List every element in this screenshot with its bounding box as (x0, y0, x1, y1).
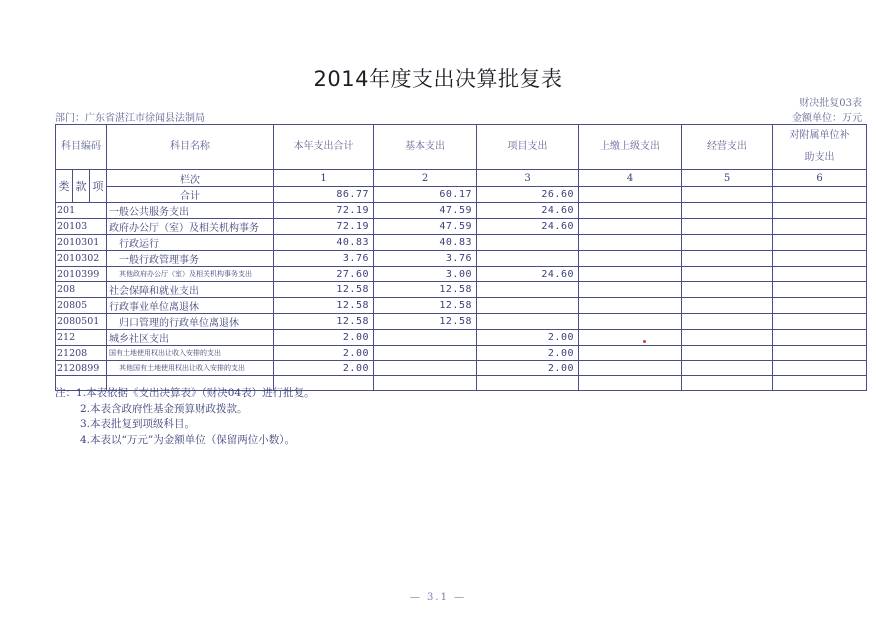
row-name: 政府办公厅（室）及相关机构事务 (107, 219, 274, 235)
row-value (682, 235, 773, 251)
row-value (374, 376, 477, 391)
row-value: 72.19 (274, 219, 374, 235)
note-2: 2.本表含政府性基金预算财政拨款。 (80, 402, 248, 415)
row-value (579, 346, 682, 361)
row-value (579, 267, 682, 282)
header-subsidy: 对附属单位补助支出 (773, 125, 867, 170)
row-code: 2010399 (56, 267, 107, 282)
total-cell: 60.17 (374, 187, 477, 203)
header-name: 科目名称 (107, 125, 274, 170)
row-value: 72.19 (274, 203, 374, 219)
header-total: 本年支出合计 (274, 125, 374, 170)
row-value (682, 298, 773, 314)
table-row (56, 330, 867, 346)
seq-5: 5 (682, 170, 773, 187)
row-value (682, 314, 773, 330)
row-value: 47.59 (374, 219, 477, 235)
row-code: 208 (56, 282, 107, 298)
row-value: 3.76 (374, 251, 477, 267)
row-value: 40.83 (374, 235, 477, 251)
row-code: 2010301 (56, 235, 107, 251)
table-row (56, 282, 867, 298)
row-value: 2.00 (477, 361, 579, 376)
header-project: 项目支出 (477, 125, 579, 170)
header-code: 科目编码 (56, 125, 107, 170)
row-value (773, 361, 867, 376)
row-value: 12.58 (274, 282, 374, 298)
table-row (56, 235, 867, 251)
row-value: 2.00 (274, 361, 374, 376)
header-xiang: 项 (90, 170, 107, 203)
row-value: 24.60 (477, 267, 579, 282)
row-name: 国有土地使用权出让收入安排的支出 (107, 346, 274, 361)
row-value (682, 361, 773, 376)
row-code: 212 (56, 330, 107, 346)
seq-4: 4 (579, 170, 682, 187)
row-value (682, 346, 773, 361)
row-value (579, 330, 682, 346)
row-value (682, 203, 773, 219)
row-name: 行政运行 (107, 235, 274, 251)
header-remit-upper: 上缴上级支出 (579, 125, 682, 170)
row-value (477, 298, 579, 314)
total-cell: 26.60 (477, 187, 579, 203)
seq-2: 2 (374, 170, 477, 187)
table-row (56, 346, 867, 361)
row-value: 3.00 (374, 267, 477, 282)
row-code: 20103 (56, 219, 107, 235)
row-value (773, 203, 867, 219)
total-label: 合计 (107, 187, 274, 203)
row-name: 一般公共服务支出 (107, 203, 274, 219)
note-4: 4.本表以“万元”为金额单位（保留两位小数）。 (80, 433, 296, 446)
row-value: 12.58 (374, 298, 477, 314)
row-value (682, 267, 773, 282)
row-value: 12.58 (274, 314, 374, 330)
row-name: 社会保障和就业支出 (107, 282, 274, 298)
total-cell (682, 187, 773, 203)
note-1: 注：1.本表依据《支出决算表》（财决04表）进行批复。 (55, 387, 315, 399)
row-name: 行政事业单位离退休 (107, 298, 274, 314)
row-value (773, 267, 867, 282)
row-name: 其他国有土地使用权出让收入安排的支出 (107, 361, 274, 376)
row-value: 27.60 (274, 267, 374, 282)
table-row (56, 219, 867, 235)
row-value (579, 376, 682, 391)
row-code: 20805 (56, 298, 107, 314)
row-value (773, 298, 867, 314)
row-value (773, 251, 867, 267)
row-value: 2.00 (477, 330, 579, 346)
row-value (682, 330, 773, 346)
red-ink-mark (643, 340, 646, 343)
total-row (56, 187, 867, 203)
row-value: 2.00 (477, 346, 579, 361)
notes (55, 386, 315, 448)
row-value: 24.60 (477, 203, 579, 219)
row-value (374, 346, 477, 361)
table-row (56, 361, 867, 376)
seq-label: 栏次 (107, 170, 274, 187)
row-value (477, 251, 579, 267)
row-value (477, 376, 579, 391)
row-value (682, 282, 773, 298)
header-row (56, 125, 867, 170)
row-value: 12.58 (374, 314, 477, 330)
expenditure-table (55, 124, 867, 391)
row-code: 21208 (56, 346, 107, 361)
table-row (56, 251, 867, 267)
header-operating: 经营支出 (682, 125, 773, 170)
page-title: 2014年度支出决算批复表 (313, 67, 563, 91)
row-value (477, 235, 579, 251)
row-code: 2080501 (56, 314, 107, 330)
row-value (477, 282, 579, 298)
row-name: 归口管理的行政单位离退休 (107, 314, 274, 330)
form-number: 财决批复03表 (799, 98, 862, 109)
row-value (374, 361, 477, 376)
row-value (579, 203, 682, 219)
total-cell (579, 187, 682, 203)
row-value: 47.59 (374, 203, 477, 219)
row-value (773, 376, 867, 391)
seq-1: 1 (274, 170, 374, 187)
row-value (477, 314, 579, 330)
row-value: 24.60 (477, 219, 579, 235)
row-value: 40.83 (274, 235, 374, 251)
table-row (56, 203, 867, 219)
row-value: 2.00 (274, 346, 374, 361)
row-value (682, 376, 773, 391)
row-value (773, 314, 867, 330)
total-cell: 86.77 (274, 187, 374, 203)
row-value (773, 330, 867, 346)
row-value: 12.58 (274, 298, 374, 314)
row-value (682, 251, 773, 267)
row-value (579, 282, 682, 298)
total-cell (773, 187, 867, 203)
header-lei: 类 (56, 170, 73, 203)
row-value (374, 330, 477, 346)
row-code: 201 (56, 203, 107, 219)
row-value (579, 298, 682, 314)
row-value (579, 219, 682, 235)
row-code: 2010302 (56, 251, 107, 267)
note-3: 3.本表批复到项级科目。 (80, 418, 196, 430)
department-label: 部门：广东省湛江市徐闻县法制局 (55, 113, 205, 124)
row-value: 12.58 (374, 282, 477, 298)
row-name: 城乡社区支出 (107, 330, 274, 346)
row-value (773, 282, 867, 298)
row-code: 2120899 (56, 361, 107, 376)
row-name: 一般行政管理事务 (107, 251, 274, 267)
row-value (773, 219, 867, 235)
page-number: — 3.1 — (409, 592, 467, 603)
seq-row (56, 170, 867, 187)
row-value (579, 361, 682, 376)
table-row (56, 298, 867, 314)
row-value: 2.00 (274, 330, 374, 346)
seq-6: 6 (773, 170, 867, 187)
amount-unit-label: 金额单位：万元 (792, 113, 862, 124)
row-value (773, 346, 867, 361)
row-value (579, 251, 682, 267)
header-kuan: 款 (73, 170, 90, 203)
header-basic: 基本支出 (374, 125, 477, 170)
row-value: 3.76 (274, 251, 374, 267)
row-value (579, 235, 682, 251)
row-value (682, 219, 773, 235)
table-row (56, 267, 867, 282)
row-value (773, 235, 867, 251)
row-name: 其他政府办公厅（室）及相关机构事务支出 (107, 267, 274, 282)
row-value (579, 314, 682, 330)
table-row (56, 314, 867, 330)
seq-3: 3 (477, 170, 579, 187)
